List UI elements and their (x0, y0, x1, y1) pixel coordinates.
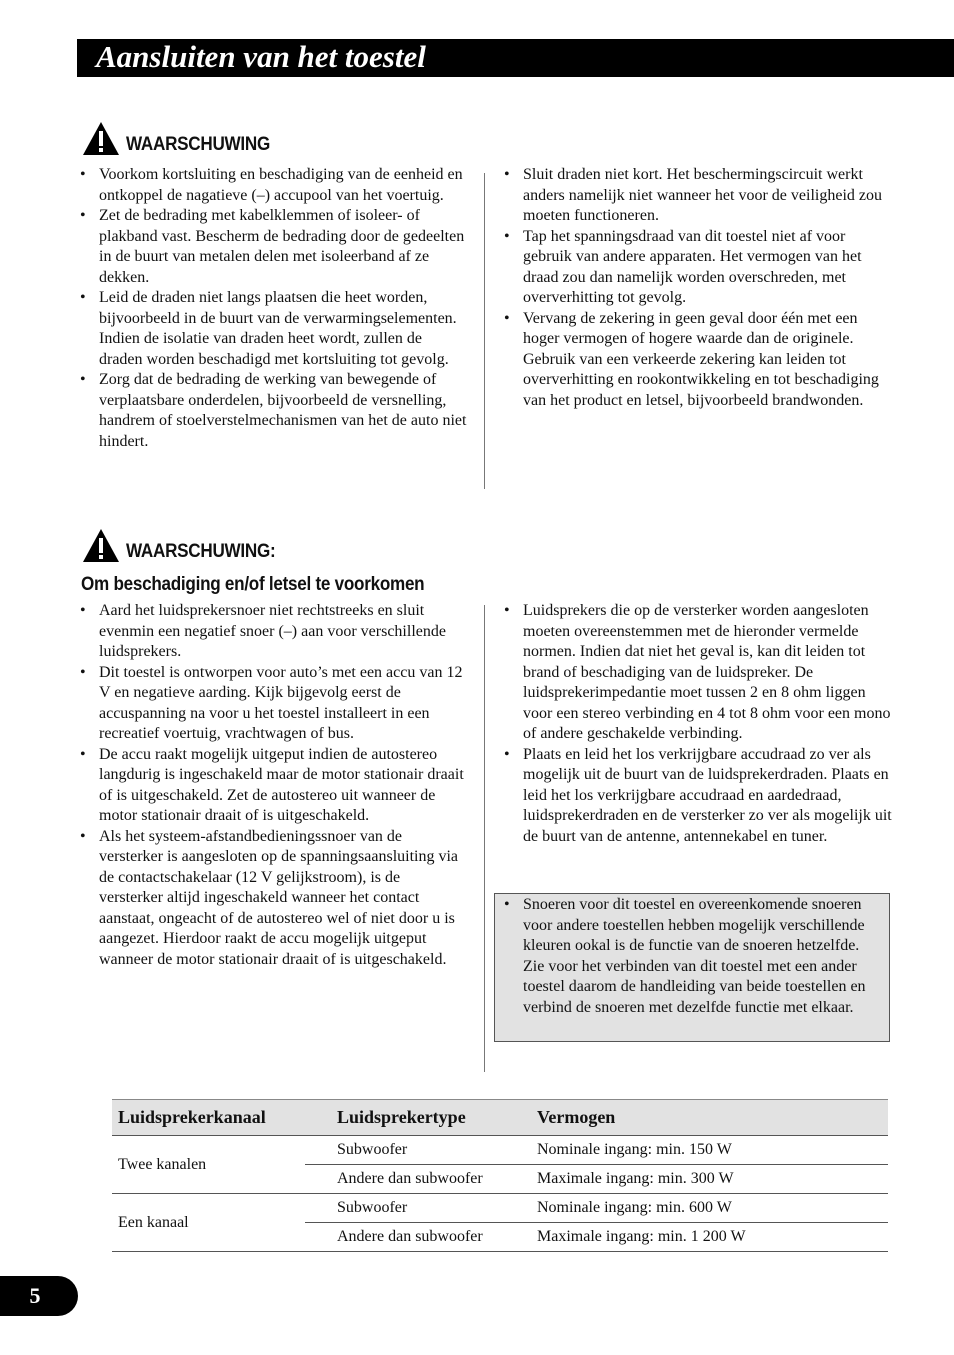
column-header: Luidsprekertype (305, 1100, 531, 1136)
warning-title-2: WAARSCHUWING: (126, 541, 276, 562)
warning-subheading: Om beschadiging en/of letsel te voorkomen (81, 574, 425, 595)
warning2-right-list (504, 601, 892, 847)
power-cell: Nominale ingang: min. 600 W (531, 1194, 888, 1223)
type-cell: Subwoofer (305, 1194, 531, 1223)
type-cell: Subwoofer (305, 1136, 531, 1165)
table-row (112, 1194, 888, 1223)
note-box (494, 893, 890, 1042)
note-list (504, 895, 882, 1018)
channel-cell: Twee kanalen (112, 1136, 305, 1194)
column-header: Vermogen (531, 1100, 888, 1136)
warning-title-1: WAARSCHUWING (126, 134, 270, 155)
note-text: • Snoeren voor dit toestel en overeenkomende snoeren voor andere toestellen hebben mogelijk verschillende kleuren ookal is de functie van de snoeren hetzelfde. Zie voor het verbinden van dit toestel met een ander toestel daarom de handleiding van beide toestellen en verbind de snoeren met dezelfde functie met elkaar. (504, 895, 882, 1018)
warning-triangle-icon (82, 121, 120, 156)
power-cell: Nominale ingang: min. 150 W (531, 1136, 888, 1165)
table-header-row (112, 1100, 888, 1136)
list-item: • Leid de draden niet langs plaatsen die heet worden, bijvoorbeeld in de buurt van de verwarmingselementen. Indien de isolatie van draden heet wordt, zullen de draden worden beschadigd met kortsluiting tot gevolg. (80, 288, 468, 370)
page-number-tab (0, 1276, 78, 1316)
list-item: • Voorkom kortsluiting en beschadiging van de eenheid en ontkoppel de nagatieve (–) accupool van het voertuig. (80, 165, 468, 206)
speaker-spec-table (112, 1099, 888, 1252)
column-divider (484, 173, 485, 489)
list-item: • Plaats en leid het los verkrijgbare accudraad zo ver als mogelijk uit de buurt van de luidsprekerdraden. Plaats en leid het los verkrijgbare accudraad en aardedraad, luidsprekerdraden en de versterker zo ver als mogelijk uit de buurt van de antenne, antennekabel en tuner. (504, 745, 892, 848)
list-item: • Luidsprekers die op de versterker worden aangesloten moeten overeenstemmen met de hieronder vermelde normen. Indien dat niet het geval is, kan dit leiden tot brand of beschadiging van de luidspreker. De luidsprekerimpedantie moet tussen 2 en 8 ohm liggen voor een stereo verbinding en 4 tot 8 ohm voor een mono of andere geschakelde verbinding. (504, 601, 892, 745)
list-item: • Aard het luidsprekersnoer niet rechtstreeks en sluit evenmin een negatief snoer (–) aan voor verschillende luidsprekers. (80, 601, 468, 663)
type-cell: Andere dan subwoofer (305, 1165, 531, 1194)
list-item: • Als het systeem-afstandbedieningssnoer van de versterker is aangesloten op de spanningsaansluiting via de contactschakelaar (12 V gelijkstroom), is de versterker altijd ingeschakeld wanneer het contact aanstaat, ongeacht of de autostereo wel of niet door u is aangezet. Hierdoor raakt de accu mogelijk uitgeput wanneer de motor stationair draait of is uitgeschakeld. (80, 827, 468, 971)
page-title: Aansluiten van het toestel (96, 39, 426, 74)
warning1-right-list (504, 165, 892, 411)
list-item: • De accu raakt mogelijk uitgeput indien de autostereo langdurig is ingeschakeld maar de motor stationair draait of is uitgeschakeld. Zet de autostereo uit wanneer de motor stationair draait of is uitgeschakeld. (80, 745, 468, 827)
warning-triangle-icon (82, 528, 120, 563)
power-cell: Maximale ingang: min. 300 W (531, 1165, 888, 1194)
list-item: • Zet de bedrading met kabelklemmen of isoleer- of plakband vast. Bescherm de bedrading door de gedeelten in de buurt van metalen delen met isoleerband af ze dekken. (80, 206, 468, 288)
list-item: • Dit toestel is ontworpen voor auto’s met een accu van 12 V en negatieve aarding. Kijk bijgevolg eerst de accuspanning na voor u het toestel installeert in een recreatief voertuig, vrachtwagen of bus. (80, 663, 468, 745)
list-item: • Sluit draden niet kort. Het beschermingscircuit werkt anders namelijk niet wanneer het voor de veiligheid zou moeten functioneren. (504, 165, 892, 227)
channel-cell: Een kanaal (112, 1194, 305, 1252)
type-cell: Andere dan subwoofer (305, 1223, 531, 1252)
list-item: • Tap het spanningsdraad van dit toestel niet af voor gebruik van andere apparaten. Het vermogen van het draad zou dan namelijk worden overschreden, met oververhitting tot gevolg. (504, 227, 892, 309)
list-item: • Vervang de zekering in geen geval door één met een hoger vermogen of hogere waarde dan de originele. Gebruik van een verkeerde zekering kan leiden tot oververhitting en rookontwikkeling en tot beschadiging van het product en letsel, bijvoorbeeld brandwonden. (504, 309, 892, 412)
warning2-left-list (80, 601, 468, 970)
warning1-left-list (80, 165, 468, 452)
list-item: • Zorg dat de bedrading de werking van bewegende of verplaatsbare onderdelen, bijvoorbeeld de versnelling, handrem of stoelverstelmechanismen van het de auto niet hindert. (80, 370, 468, 452)
warning-heading-2 (82, 528, 292, 563)
column-divider (484, 605, 485, 1072)
column-header: Luidsprekerkanaal (112, 1100, 305, 1136)
page-number: 5 (29, 1283, 41, 1308)
table-row (112, 1136, 888, 1165)
warning-heading-1 (82, 121, 286, 156)
power-cell: Maximale ingang: min. 1 200 W (531, 1223, 888, 1252)
page-header (77, 39, 954, 77)
